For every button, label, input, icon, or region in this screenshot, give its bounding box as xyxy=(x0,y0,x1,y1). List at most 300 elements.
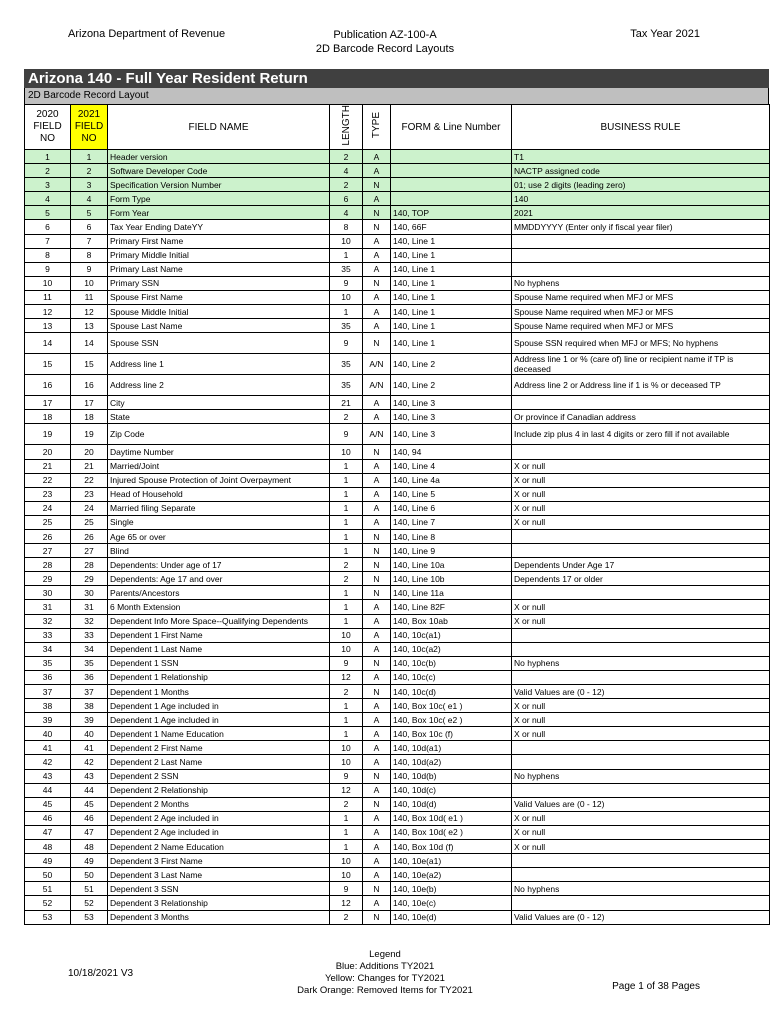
cell-length: 10 xyxy=(330,854,363,868)
col-prev-field-no: 2020 FIELD NO xyxy=(25,105,71,150)
cell-type: N xyxy=(363,445,391,459)
cell-length: 4 xyxy=(330,206,363,220)
cell-business-rule: X or null xyxy=(512,727,770,741)
cell-form-line xyxy=(391,164,512,178)
cell-cur-field-no: 2 xyxy=(71,164,108,178)
cell-form-line: 140, 10e(c) xyxy=(391,896,512,910)
cell-business-rule xyxy=(512,396,770,410)
cell-type: N xyxy=(363,529,391,543)
cell-cur-field-no: 25 xyxy=(71,515,108,529)
cell-prev-field-no: 50 xyxy=(25,868,71,882)
cell-cur-field-no: 34 xyxy=(71,642,108,656)
cell-length: 1 xyxy=(330,529,363,543)
cell-form-line: 140, Line 2 xyxy=(391,354,512,375)
cell-prev-field-no: 6 xyxy=(25,220,71,234)
cell-cur-field-no: 39 xyxy=(71,713,108,727)
cell-field-name: Software Developer Code xyxy=(108,164,330,178)
table-row xyxy=(25,882,770,896)
cell-form-line: 140, Line 10a xyxy=(391,558,512,572)
legend-orange: Dark Orange: Removed Items for TY2021 xyxy=(297,985,473,996)
cell-prev-field-no: 34 xyxy=(25,642,71,656)
cell-type: A xyxy=(363,396,391,410)
cell-form-line: 140, Box 10c( e2 ) xyxy=(391,713,512,727)
cell-prev-field-no: 53 xyxy=(25,910,71,924)
cell-business-rule xyxy=(512,755,770,769)
legend-yellow: Yellow: Changes for TY2021 xyxy=(325,973,445,984)
table-row xyxy=(25,501,770,515)
cell-form-line: 140, 94 xyxy=(391,445,512,459)
cell-form-line xyxy=(391,150,512,164)
cell-form-line: 140, Box 10ab xyxy=(391,614,512,628)
cell-length: 1 xyxy=(330,699,363,713)
cell-length: 1 xyxy=(330,614,363,628)
cell-field-name: Dependent Info More Space--Qualifying Dependents xyxy=(108,614,330,628)
table-row xyxy=(25,797,770,811)
cell-type: N xyxy=(363,882,391,896)
cell-prev-field-no: 12 xyxy=(25,305,71,319)
cell-prev-field-no: 33 xyxy=(25,628,71,642)
table-row xyxy=(25,473,770,487)
cell-length: 9 xyxy=(330,769,363,783)
cell-field-name: Injured Spouse Protection of Joint Overpayment xyxy=(108,473,330,487)
cell-type: N xyxy=(363,558,391,572)
cell-prev-field-no: 5 xyxy=(25,206,71,220)
cell-form-line: 140, Line 3 xyxy=(391,424,512,445)
cell-cur-field-no: 3 xyxy=(71,178,108,192)
cell-length: 10 xyxy=(330,868,363,882)
table-row xyxy=(25,248,770,262)
cell-business-rule xyxy=(512,854,770,868)
cell-prev-field-no: 17 xyxy=(25,396,71,410)
cell-form-line: 140, Box 10d( e2 ) xyxy=(391,825,512,839)
cell-business-rule: X or null xyxy=(512,840,770,854)
cell-cur-field-no: 50 xyxy=(71,868,108,882)
cell-prev-field-no: 7 xyxy=(25,234,71,248)
cell-prev-field-no: 4 xyxy=(25,192,71,206)
cell-business-rule: 01; use 2 digits (leading zero) xyxy=(512,178,770,192)
cell-cur-field-no: 41 xyxy=(71,741,108,755)
cell-field-name: Form Type xyxy=(108,192,330,206)
cell-length: 1 xyxy=(330,248,363,262)
cell-prev-field-no: 11 xyxy=(25,290,71,304)
cell-length: 9 xyxy=(330,333,363,354)
cell-length: 2 xyxy=(330,910,363,924)
cell-form-line: 140, Line 4 xyxy=(391,459,512,473)
cell-cur-field-no: 14 xyxy=(71,333,108,354)
cell-prev-field-no: 41 xyxy=(25,741,71,755)
cell-business-rule: Or province if Canadian address xyxy=(512,410,770,424)
cell-type: A xyxy=(363,410,391,424)
cell-type: N xyxy=(363,333,391,354)
cell-form-line: 140, 10d(d) xyxy=(391,797,512,811)
table-row xyxy=(25,396,770,410)
cell-form-line: 140, 10d(a1) xyxy=(391,741,512,755)
col-form-line: FORM & Line Number xyxy=(391,105,512,150)
cell-field-name: Specification Version Number xyxy=(108,178,330,192)
cell-type: A xyxy=(363,741,391,755)
cell-type: A xyxy=(363,713,391,727)
cell-cur-field-no: 23 xyxy=(71,487,108,501)
cell-field-name: Address line 1 xyxy=(108,354,330,375)
cell-length: 1 xyxy=(330,825,363,839)
cell-type: N xyxy=(363,220,391,234)
cell-form-line: 140, 10e(a1) xyxy=(391,854,512,868)
cell-field-name: Spouse First Name xyxy=(108,290,330,304)
cell-prev-field-no: 22 xyxy=(25,473,71,487)
cell-field-name: Form Year xyxy=(108,206,330,220)
cell-business-rule xyxy=(512,544,770,558)
cell-type: A/N xyxy=(363,424,391,445)
cell-business-rule: Valid Values are (0 - 12) xyxy=(512,685,770,699)
cell-business-rule: X or null xyxy=(512,515,770,529)
cell-length: 10 xyxy=(330,755,363,769)
cell-field-name: Blind xyxy=(108,544,330,558)
cell-form-line: 140, 10d(b) xyxy=(391,769,512,783)
cell-length: 35 xyxy=(330,354,363,375)
cell-length: 10 xyxy=(330,290,363,304)
cell-business-rule: X or null xyxy=(512,614,770,628)
cell-business-rule: X or null xyxy=(512,487,770,501)
col-type xyxy=(363,105,391,150)
cell-form-line: 140, Box 10c (f) xyxy=(391,727,512,741)
cell-form-line: 140, 10c(c) xyxy=(391,670,512,684)
cell-length: 4 xyxy=(330,164,363,178)
cell-type: A xyxy=(363,192,391,206)
cell-type: N xyxy=(363,910,391,924)
cell-field-name: Spouse Middle Initial xyxy=(108,305,330,319)
cell-type: N xyxy=(363,685,391,699)
cell-field-name: Single xyxy=(108,515,330,529)
record-layout-table xyxy=(24,104,770,925)
cell-prev-field-no: 15 xyxy=(25,354,71,375)
cell-field-name: Dependent 3 Relationship xyxy=(108,896,330,910)
cell-type: A xyxy=(363,642,391,656)
cell-length: 12 xyxy=(330,896,363,910)
table-row xyxy=(25,515,770,529)
cell-cur-field-no: 17 xyxy=(71,396,108,410)
table-row xyxy=(25,375,770,396)
cell-type: A xyxy=(363,305,391,319)
table-row xyxy=(25,445,770,459)
cell-length: 2 xyxy=(330,797,363,811)
cell-length: 12 xyxy=(330,670,363,684)
col-length-label: LENGTH xyxy=(340,105,352,146)
cell-form-line: 140, Line 1 xyxy=(391,333,512,354)
cell-type: A xyxy=(363,896,391,910)
cell-field-name: Dependents: Under age of 17 xyxy=(108,558,330,572)
cell-field-name: Dependent 2 Name Education xyxy=(108,840,330,854)
table-row xyxy=(25,811,770,825)
publication-number: Publication AZ-100-A xyxy=(333,29,437,41)
cell-field-name: Dependent 2 Last Name xyxy=(108,755,330,769)
table-body xyxy=(25,150,770,925)
cell-type: A xyxy=(363,614,391,628)
table-row xyxy=(25,854,770,868)
cell-prev-field-no: 45 xyxy=(25,797,71,811)
cell-field-name: Dependent 1 Months xyxy=(108,685,330,699)
cell-business-rule xyxy=(512,262,770,276)
cell-prev-field-no: 38 xyxy=(25,699,71,713)
sheet-title: Arizona 140 - Full Year Resident Return xyxy=(24,69,769,88)
cell-form-line: 140, Line 1 xyxy=(391,305,512,319)
cell-form-line: 140, Line 1 xyxy=(391,276,512,290)
cell-type: A xyxy=(363,234,391,248)
cell-type: N xyxy=(363,178,391,192)
cell-prev-field-no: 49 xyxy=(25,854,71,868)
cell-cur-field-no: 48 xyxy=(71,840,108,854)
cell-type: A xyxy=(363,699,391,713)
cell-length: 1 xyxy=(330,473,363,487)
cell-prev-field-no: 16 xyxy=(25,375,71,396)
cell-prev-field-no: 13 xyxy=(25,319,71,333)
cell-field-name: Address line 2 xyxy=(108,375,330,396)
cell-field-name: Dependent 2 Months xyxy=(108,797,330,811)
cell-cur-field-no: 12 xyxy=(71,305,108,319)
table-row xyxy=(25,206,770,220)
cell-type: A xyxy=(363,473,391,487)
cell-prev-field-no: 29 xyxy=(25,572,71,586)
cell-prev-field-no: 37 xyxy=(25,685,71,699)
cell-field-name: Dependent 1 Age included in xyxy=(108,713,330,727)
cell-length: 8 xyxy=(330,220,363,234)
cell-cur-field-no: 10 xyxy=(71,276,108,290)
table-row xyxy=(25,825,770,839)
cell-business-rule xyxy=(512,628,770,642)
cell-cur-field-no: 22 xyxy=(71,473,108,487)
cell-length: 1 xyxy=(330,811,363,825)
cell-cur-field-no: 36 xyxy=(71,670,108,684)
legend-title: Legend xyxy=(369,949,401,960)
cell-prev-field-no: 23 xyxy=(25,487,71,501)
cell-field-name: Primary Last Name xyxy=(108,262,330,276)
cell-length: 10 xyxy=(330,445,363,459)
cell-cur-field-no: 49 xyxy=(71,854,108,868)
cell-type: N xyxy=(363,276,391,290)
cell-prev-field-no: 14 xyxy=(25,333,71,354)
cell-length: 35 xyxy=(330,375,363,396)
cell-type: A xyxy=(363,868,391,882)
cell-cur-field-no: 51 xyxy=(71,882,108,896)
cell-length: 9 xyxy=(330,882,363,896)
table-row xyxy=(25,305,770,319)
cell-prev-field-no: 21 xyxy=(25,459,71,473)
cell-field-name: Dependent 3 SSN xyxy=(108,882,330,896)
cell-field-name: Zip Code xyxy=(108,424,330,445)
cell-prev-field-no: 24 xyxy=(25,501,71,515)
cell-form-line: 140, 10c(a1) xyxy=(391,628,512,642)
cell-type: A xyxy=(363,628,391,642)
cell-field-name: Spouse SSN xyxy=(108,333,330,354)
cell-form-line: 140, Line 1 xyxy=(391,319,512,333)
table-row xyxy=(25,840,770,854)
cell-prev-field-no: 19 xyxy=(25,424,71,445)
cell-business-rule: MMDDYYYY (Enter only if fiscal year filer) xyxy=(512,220,770,234)
cell-business-rule xyxy=(512,586,770,600)
cell-length: 10 xyxy=(330,234,363,248)
cell-cur-field-no: 45 xyxy=(71,797,108,811)
cell-form-line: 140, 10e(d) xyxy=(391,910,512,924)
legend-blue: Blue: Additions TY2021 xyxy=(335,961,435,972)
cell-type: A xyxy=(363,164,391,178)
cell-cur-field-no: 38 xyxy=(71,699,108,713)
cell-type: A xyxy=(363,600,391,614)
cell-form-line: 140, 66F xyxy=(391,220,512,234)
cell-form-line: 140, 10d(a2) xyxy=(391,755,512,769)
cell-form-line: 140, Line 4a xyxy=(391,473,512,487)
cell-form-line: 140, Line 9 xyxy=(391,544,512,558)
cell-type: A xyxy=(363,755,391,769)
cell-form-line: 140, Line 8 xyxy=(391,529,512,543)
cell-length: 1 xyxy=(330,459,363,473)
cell-field-name: Dependent 1 Last Name xyxy=(108,642,330,656)
table-row xyxy=(25,178,770,192)
cell-length: 1 xyxy=(330,544,363,558)
cell-business-rule: No hyphens xyxy=(512,276,770,290)
cell-prev-field-no: 51 xyxy=(25,882,71,896)
cell-cur-field-no: 27 xyxy=(71,544,108,558)
cell-length: 1 xyxy=(330,305,363,319)
cell-field-name: Parents/Ancestors xyxy=(108,586,330,600)
cell-business-rule: X or null xyxy=(512,459,770,473)
table-header-row xyxy=(25,105,770,150)
cell-cur-field-no: 43 xyxy=(71,769,108,783)
cell-type: A xyxy=(363,670,391,684)
cell-business-rule: Spouse Name required when MFJ or MFS xyxy=(512,290,770,304)
page-number: Page 1 of 38 Pages xyxy=(612,981,700,992)
cell-cur-field-no: 33 xyxy=(71,628,108,642)
cell-form-line: 140, Box 10d( e1 ) xyxy=(391,811,512,825)
cell-cur-field-no: 13 xyxy=(71,319,108,333)
cell-field-name: Dependents: Age 17 and over xyxy=(108,572,330,586)
cell-type: A xyxy=(363,290,391,304)
cell-cur-field-no: 53 xyxy=(71,910,108,924)
cell-prev-field-no: 31 xyxy=(25,600,71,614)
cell-form-line: 140, 10c(d) xyxy=(391,685,512,699)
cell-field-name: Dependent 1 Name Education xyxy=(108,727,330,741)
cell-field-name: Dependent 3 Last Name xyxy=(108,868,330,882)
cell-form-line: 140, Line 3 xyxy=(391,396,512,410)
cell-business-rule: No hyphens xyxy=(512,656,770,670)
cell-business-rule xyxy=(512,868,770,882)
cell-field-name: Dependent 1 First Name xyxy=(108,628,330,642)
cell-business-rule xyxy=(512,445,770,459)
cell-form-line: 140, Line 1 xyxy=(391,248,512,262)
cell-business-rule: X or null xyxy=(512,473,770,487)
cell-cur-field-no: 24 xyxy=(71,501,108,515)
table-row xyxy=(25,164,770,178)
cell-form-line: 140, Line 3 xyxy=(391,410,512,424)
table-row xyxy=(25,459,770,473)
cell-prev-field-no: 47 xyxy=(25,825,71,839)
cell-business-rule xyxy=(512,234,770,248)
cell-field-name: Primary SSN xyxy=(108,276,330,290)
cell-form-line: 140, 10e(a2) xyxy=(391,868,512,882)
table-row xyxy=(25,896,770,910)
cell-cur-field-no: 28 xyxy=(71,558,108,572)
cell-business-rule: Include zip plus 4 in last 4 digits or zero fill if not available xyxy=(512,424,770,445)
cell-business-rule: Address line 1 or % (care of) line or recipient name if TP is deceased xyxy=(512,354,770,375)
cell-field-name: Header version xyxy=(108,150,330,164)
table-row xyxy=(25,410,770,424)
cell-field-name: State xyxy=(108,410,330,424)
cell-business-rule: 2021 xyxy=(512,206,770,220)
cell-length: 2 xyxy=(330,410,363,424)
cell-type: N xyxy=(363,769,391,783)
cell-length: 2 xyxy=(330,178,363,192)
cell-prev-field-no: 36 xyxy=(25,670,71,684)
table-row xyxy=(25,333,770,354)
cell-length: 2 xyxy=(330,685,363,699)
table-row xyxy=(25,150,770,164)
cell-business-rule: X or null xyxy=(512,600,770,614)
cell-type: A xyxy=(363,811,391,825)
table-row xyxy=(25,670,770,684)
cell-cur-field-no: 29 xyxy=(71,572,108,586)
agency-name: Arizona Department of Revenue xyxy=(68,28,226,40)
cell-length: 9 xyxy=(330,276,363,290)
cell-length: 1 xyxy=(330,487,363,501)
cell-business-rule: Dependents Under Age 17 xyxy=(512,558,770,572)
table-row xyxy=(25,424,770,445)
cell-cur-field-no: 37 xyxy=(71,685,108,699)
table-row xyxy=(25,276,770,290)
cell-type: A xyxy=(363,840,391,854)
table-row xyxy=(25,487,770,501)
cell-prev-field-no: 1 xyxy=(25,150,71,164)
cell-field-name: Dependent 3 Months xyxy=(108,910,330,924)
cell-cur-field-no: 40 xyxy=(71,727,108,741)
cell-business-rule xyxy=(512,248,770,262)
cell-field-name: Dependent 1 SSN xyxy=(108,656,330,670)
cell-prev-field-no: 3 xyxy=(25,178,71,192)
table-row xyxy=(25,699,770,713)
cell-length: 1 xyxy=(330,713,363,727)
table-row xyxy=(25,713,770,727)
cell-field-name: Married filing Separate xyxy=(108,501,330,515)
cell-prev-field-no: 18 xyxy=(25,410,71,424)
cell-form-line: 140, Line 1 xyxy=(391,262,512,276)
table-row xyxy=(25,910,770,924)
cell-business-rule: Valid Values are (0 - 12) xyxy=(512,797,770,811)
cell-prev-field-no: 10 xyxy=(25,276,71,290)
cell-prev-field-no: 40 xyxy=(25,727,71,741)
cell-business-rule: X or null xyxy=(512,501,770,515)
cell-prev-field-no: 46 xyxy=(25,811,71,825)
cell-field-name: Head of Household xyxy=(108,487,330,501)
cell-cur-field-no: 5 xyxy=(71,206,108,220)
cell-form-line: 140, 10e(b) xyxy=(391,882,512,896)
cell-length: 21 xyxy=(330,396,363,410)
cell-business-rule xyxy=(512,529,770,543)
cell-field-name: Dependent 1 Age included in xyxy=(108,699,330,713)
table-row xyxy=(25,544,770,558)
cell-form-line: 140, Line 7 xyxy=(391,515,512,529)
cell-length: 35 xyxy=(330,262,363,276)
cell-field-name: Dependent 2 Age included in xyxy=(108,825,330,839)
cell-prev-field-no: 26 xyxy=(25,529,71,543)
col-cur-field-no: 2021 FIELD NO xyxy=(71,105,108,150)
cell-cur-field-no: 1 xyxy=(71,150,108,164)
cell-form-line: 140, Line 11a xyxy=(391,586,512,600)
table-row xyxy=(25,614,770,628)
cell-prev-field-no: 25 xyxy=(25,515,71,529)
table-row xyxy=(25,290,770,304)
table-row xyxy=(25,529,770,543)
cell-prev-field-no: 2 xyxy=(25,164,71,178)
cell-form-line: 140, Line 10b xyxy=(391,572,512,586)
record-layout-sheet xyxy=(24,69,769,925)
cell-type: N xyxy=(363,544,391,558)
